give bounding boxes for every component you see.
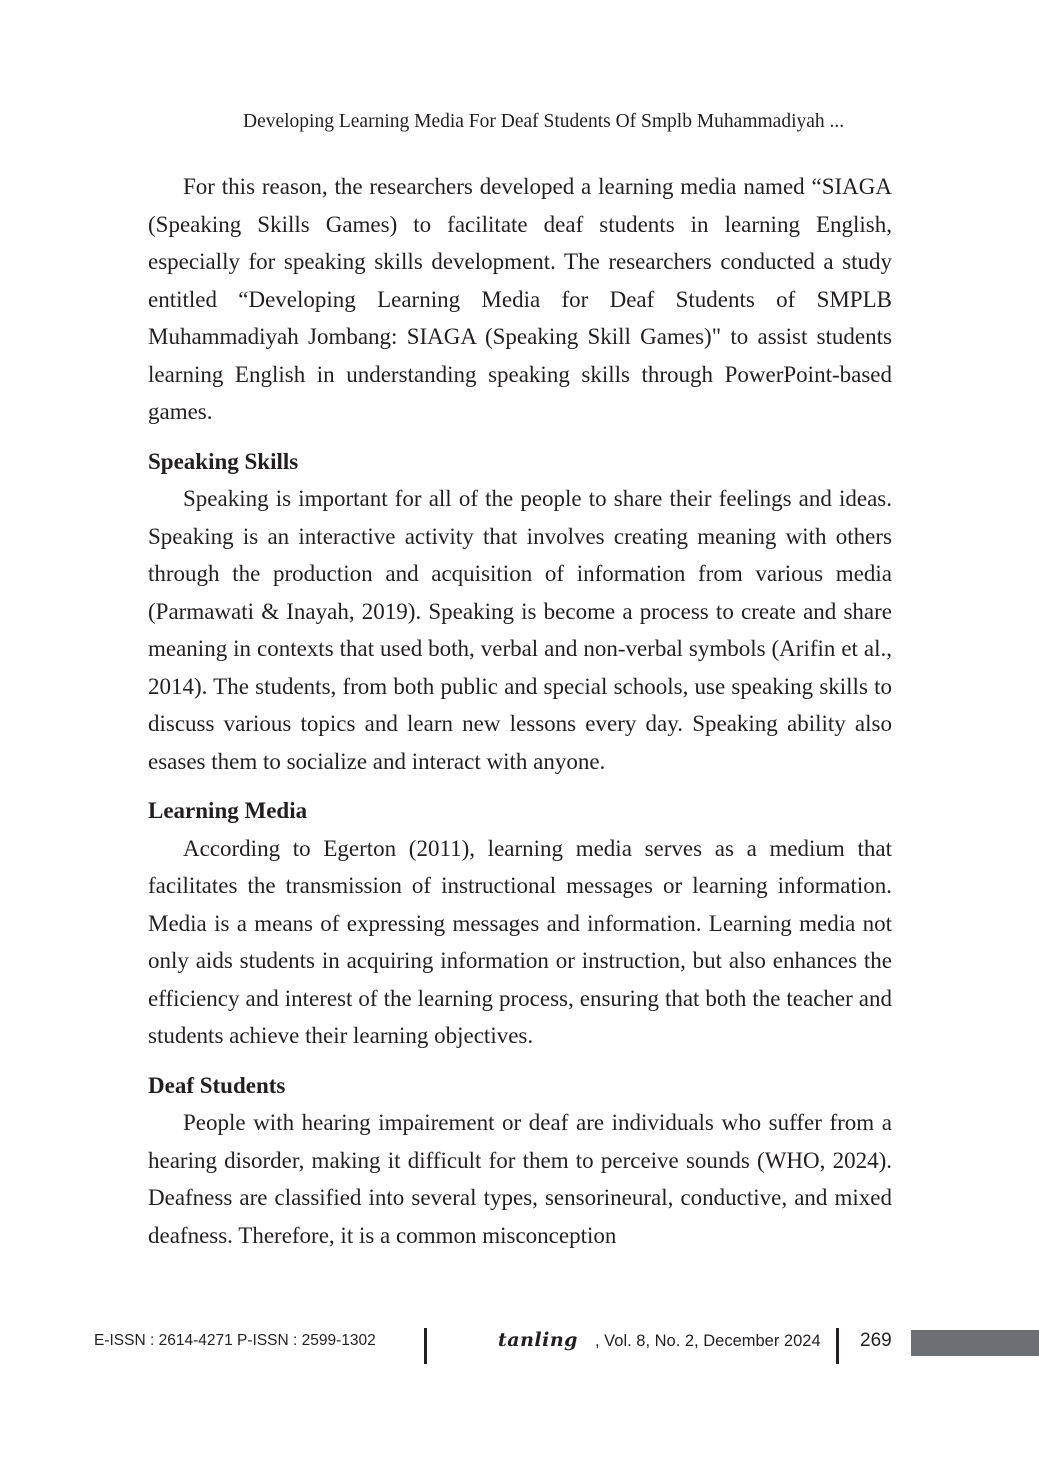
- running-header: Developing Learning Media For Deaf Students Of Smplb Muhammadiyah ...: [243, 111, 845, 132]
- section-heading-learning-media: Learning Media: [148, 798, 308, 823]
- footer-divider: [424, 1328, 427, 1364]
- issn-text: E-ISSN : 2614-4271 P-ISSN : 2599-1302: [94, 1332, 376, 1349]
- journal-logo: tanling: [498, 1329, 578, 1351]
- section-heading-deaf-students: Deaf Students: [148, 1072, 286, 1098]
- section-paragraph-speaking-skills: Speaking is important for all of the people to share their feelings and ideas. Speaking is an interactive activity that involves creating meaning with others through the production and acquisition of information from various media (Parmawati & Inayah, 2019). Speaking is become a process to create and share meaning in contexts that used both, verbal and non-verbal symbols (Arifin et al., 2014). The students, from both public and special schools, use speaking skills to discuss various topics and learn new lessons every day. Speaking ability also esases them to socialize and interact with anyone.: [148, 486, 892, 774]
- footer-divider: [836, 1328, 839, 1364]
- page-number: 269: [860, 1330, 892, 1351]
- page-edge-bar: [911, 1330, 1039, 1356]
- section-heading-speaking-skills: Speaking Skills: [148, 448, 299, 474]
- page-body: [148, 168, 892, 1254]
- intro-paragraph: For this reason, the researchers developed a learning media named “SIAGA (Speaking Skills Games) to facilitate deaf students in learning English, especially for speaking skills development. The researchers conducted a study entitled “Developing Learning Media for Deaf Students of SMPLB Muhammadiyah Jombang: SIAGA (Speaking Skill Games)" to assist students learning English in understanding speaking skills through PowerPoint-based games.: [148, 174, 892, 424]
- section-paragraph-deaf-students: People with hearing impairement or deaf are individuals who suffer from a hearing disorder, making it difficult for them to perceive sounds (WHO, 2024). Deafness are classified into several types, sensorineural, conductive, and mixed deafness. Therefore, it is a common misconception: [148, 1110, 892, 1248]
- page-footer: [0, 1326, 1039, 1366]
- volume-info: , Vol. 8, No. 2, December 2024: [595, 1332, 821, 1350]
- section-paragraph-learning-media: According to Egerton (2011), learning media serves as a medium that facilitates the transmission of instructional messages or learning information. Media is a means of expressing messages and information. Learning media not only aids students in acquiring information or instruction, but also enhances the efficiency and interest of the learning process, ensuring that both the teacher and students achieve their learning objectives.: [148, 835, 892, 1048]
